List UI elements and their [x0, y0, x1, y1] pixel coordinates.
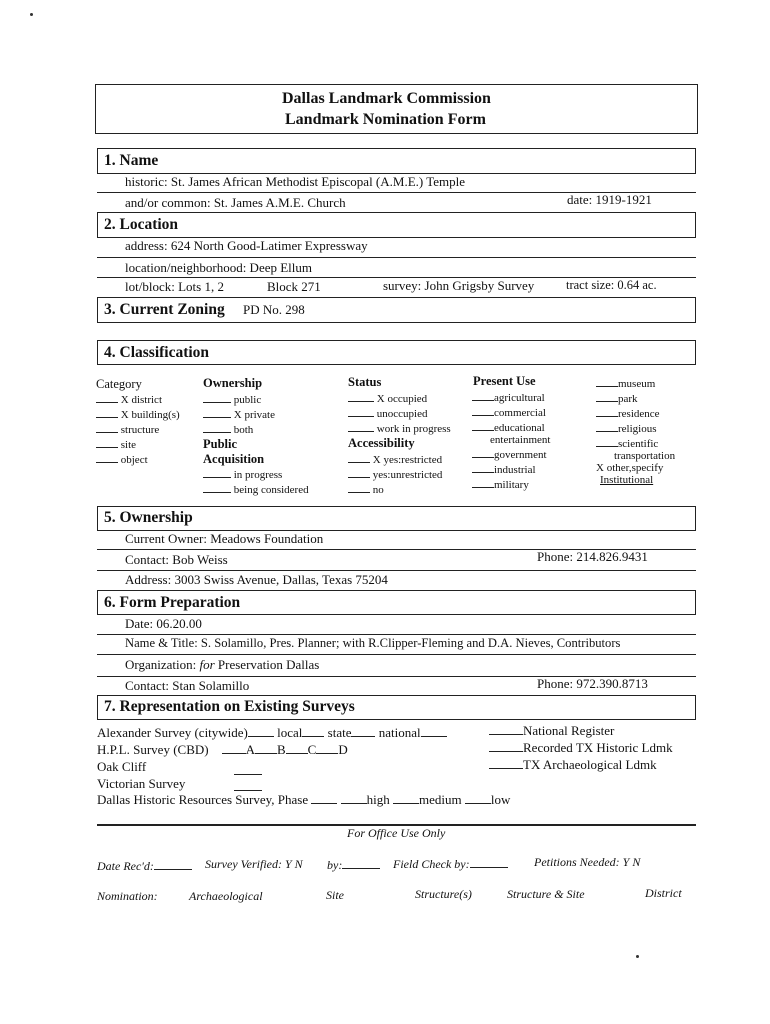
tx-arch-row: TX Archaeological Ldmk: [489, 757, 657, 773]
ownership-item: public: [203, 391, 275, 406]
prep-date: Date: 06.20.00: [125, 616, 202, 631]
category-item: object: [96, 451, 180, 466]
category-item: structure: [96, 421, 180, 436]
accessibility-list: [348, 451, 442, 496]
accessibility-item: X yes:restricted: [348, 451, 442, 466]
use-item: agricultural: [472, 389, 550, 404]
preparer-name-title: Name & Title: S. Solamillo, Pres. Planner; with R.Clipper-Fleming and D.A. Nieves, Contributors: [125, 636, 621, 650]
use-item: government: [472, 446, 550, 461]
organization: Organization: for Preservation Dallas: [125, 657, 320, 672]
neighborhood: location/neighborhood: Deep Ellum: [125, 260, 313, 275]
acquisition-title: Acquisition: [203, 452, 265, 466]
nomination-structures: Structure(s): [415, 887, 472, 901]
use-item: transportation: [614, 450, 676, 462]
nomination-archaeological: Archaeological: [189, 889, 263, 903]
date-received: Date Rec'd:: [97, 858, 192, 874]
hpl-survey-row: H.P.L. Survey (CBD) A B C D: [97, 742, 348, 757]
category-title: Category: [96, 377, 142, 391]
use-item: commercial: [472, 404, 550, 419]
owner-contact: Contact: Bob Weiss: [125, 552, 228, 567]
status-title: Status: [348, 375, 382, 389]
ownership-item: both: [203, 421, 275, 436]
speck: [30, 13, 33, 16]
tract-size: tract size: 0.64 ac.: [566, 278, 657, 292]
ownership-heading: 5. Ownership: [104, 509, 193, 526]
verified-by: by:: [327, 857, 380, 873]
use-item: X other,specify: [596, 462, 664, 474]
ownership-title: Ownership: [203, 376, 263, 390]
owner-phone: Phone: 214.826.9431: [537, 549, 648, 564]
use-item: scientific: [596, 435, 675, 450]
survey: survey: John Grigsby Survey: [383, 278, 535, 293]
acquisition-item: in progress: [203, 466, 309, 481]
status-list: [348, 390, 451, 435]
commission-title: Dallas Landmark Commission: [282, 90, 491, 107]
rule: [97, 634, 696, 635]
ownership-item: X private: [203, 406, 275, 421]
use-item: religious: [596, 420, 675, 435]
block: Block 271: [267, 279, 321, 294]
zoning-heading: 3. Current Zoning: [104, 301, 225, 318]
national-register-row: National Register: [489, 723, 614, 739]
nomination-label: Nomination:: [97, 889, 158, 903]
ownership-list: [203, 391, 275, 436]
rule: [97, 654, 696, 655]
location-heading: 2. Location: [104, 216, 179, 233]
zoning-value: PD No. 298: [243, 302, 305, 317]
construction-date: date: 1919-1921: [567, 192, 652, 207]
other-use-list: [596, 375, 675, 486]
location-section-box: [97, 212, 696, 238]
use-item: entertainment: [490, 434, 551, 446]
accessibility-item: yes:unrestricted: [348, 466, 442, 481]
category-item: X district: [96, 391, 180, 406]
rule: [234, 790, 262, 791]
recorded-tx-row: Recorded TX Historic Ldmk: [489, 740, 673, 756]
use-item: residence: [596, 405, 675, 420]
category-item: X building(s): [96, 406, 180, 421]
present-use-list: [472, 389, 550, 491]
surveys-heading: 7. Representation on Existing Surveys: [104, 698, 355, 715]
acquisition-item: being considered: [203, 481, 309, 496]
prep-contact: Contact: Stan Solamillo: [125, 678, 250, 693]
accessibility-title: Accessibility: [348, 436, 415, 450]
name-section-box: [97, 148, 696, 174]
owner-address: Address: 3003 Swiss Avenue, Dallas, Texas 75204: [125, 572, 388, 587]
classification-heading: 4. Classification: [104, 344, 210, 361]
name-heading: 1. Name: [104, 152, 159, 169]
use-specify: Institutional: [600, 474, 654, 486]
rule: [234, 774, 262, 775]
dhrs-row: Dallas Historic Resources Survey, Phase high medium low: [97, 792, 511, 807]
historic-name: historic: St. James African Methodist Episcopal (A.M.E.) Temple: [125, 174, 466, 189]
rule: [97, 570, 696, 571]
survey-verified: Survey Verified: Y N: [205, 857, 303, 871]
common-name: and/or common: St. James A.M.E. Church: [125, 195, 346, 210]
status-item: X occupied: [348, 390, 451, 405]
present-use-title: Present Use: [473, 374, 536, 388]
victorian-row: Victorian Survey: [97, 776, 186, 791]
use-item: educational: [472, 419, 550, 434]
status-item: work in progress: [348, 420, 451, 435]
category-item: site: [96, 436, 180, 451]
rule: [97, 257, 696, 258]
use-item: museum: [596, 375, 675, 390]
prep-phone: Phone: 972.390.8713: [537, 676, 648, 691]
form-title: Landmark Nomination Form: [285, 111, 486, 128]
nomination-district: District: [645, 886, 682, 900]
acquisition-list: [203, 466, 309, 496]
form-prep-heading: 6. Form Preparation: [104, 594, 241, 611]
address: address: 624 North Good-Latimer Expressway: [125, 238, 368, 253]
accessibility-item: no: [348, 481, 442, 496]
use-item: military: [472, 476, 550, 491]
field-check: Field Check by:: [393, 856, 508, 872]
nomination-structure-site: Structure & Site: [507, 887, 585, 901]
alexander-survey-row: Alexander Survey (citywide) local state national: [97, 725, 447, 741]
status-item: unoccupied: [348, 405, 451, 420]
petitions-needed: Petitions Needed: Y N: [534, 855, 641, 869]
public-title: Public: [203, 437, 238, 451]
use-item: park: [596, 390, 675, 405]
use-item: industrial: [472, 461, 550, 476]
nomination-site: Site: [326, 888, 344, 902]
office-use-title: For Office Use Only: [347, 826, 446, 840]
lot: lot/block: Lots 1, 2: [125, 279, 224, 294]
category-list: [96, 391, 180, 466]
oak-cliff-row: Oak Cliff: [97, 759, 147, 774]
current-owner: Current Owner: Meadows Foundation: [125, 531, 324, 546]
speck: [636, 955, 639, 958]
